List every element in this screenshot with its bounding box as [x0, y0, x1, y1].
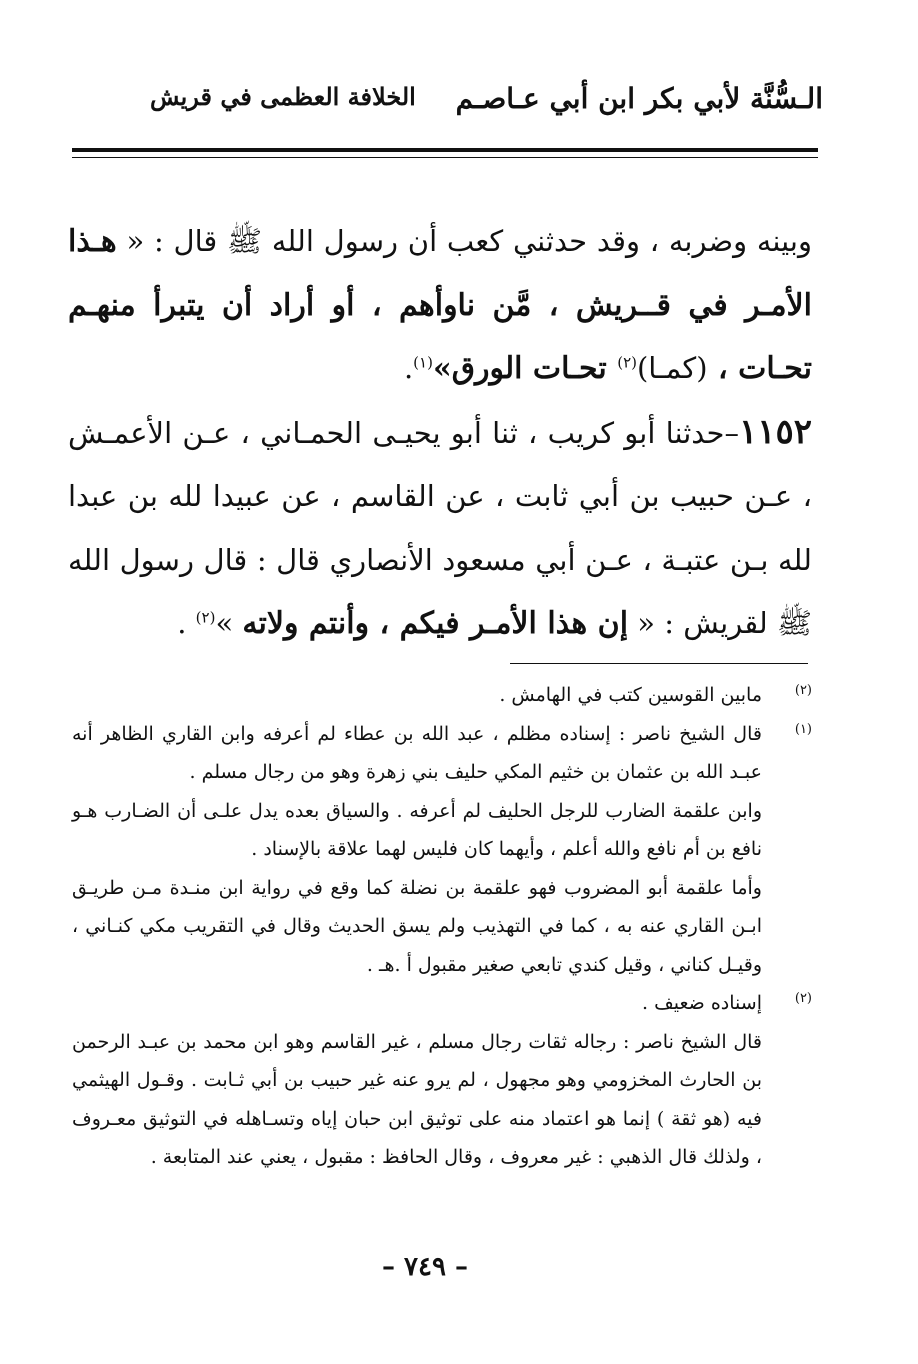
footnote-line: إسناده ضعيف .: [642, 992, 762, 1014]
footnote-line: قال الشيخ ناصر : رجاله ثقات رجال مسلم ، غير القاسم وهو ابن محمد بن عبـد الرحمن بن الحارث المخزومي وهو مجهول ، لم يرو عنه غير حبيب بن أبي ثـابت . وقـول الهيثمي فيه (هو ثقة ) إنما هو اعتماد منه على توثيق ابن حبان إياه وتسـاهله في التوثيق معـروف ، ولذلك قال الذهبي : غير معروف ، وقال الحافظ : مقبول ، يعني عند المتابعة .: [72, 1030, 762, 1168]
footnote-ref: (٢): [195, 608, 216, 627]
footnote-line: قال الشيخ ناصر : إسناده مظلم ، عبد الله بن عطاء لم أعرفه وابن القاري الظاهر أنه عبـد الله بن عثمان بن خثيم المكي حليف بني زهرة وهو من رجال مسلم .: [72, 722, 762, 783]
hadith-chain-text: –حدثنا أبو كريب ، ثنا أبو يحيـى الحمـاني ، عـن الأعمـش ، عـن حبيب بن أبي ثابت ، عن القاسم ، عن عبيدا لله بن عبدا لله بـن عتبـة ، عـن أبي مسعود الأنصاري قال : قال رسول الله ﷺ لقريش : «: [68, 415, 812, 640]
footnote-separator: [510, 663, 808, 664]
hadith-quote-bold: إن هذا الأمـر فيكم ، وأنتم ولاته: [242, 606, 629, 641]
hadith-quote-bold: تحـات الورق»: [432, 351, 618, 386]
footnote-line: مابين القوسين كتب في الهامش .: [499, 684, 762, 706]
footnote-line: وابن علقمة الضارب للرجل الحليف لم أعرفه . والسياق بعده يدل علـى أن الضـارب هـو نافع بن أم نافع والله أعلم ، وأيهما كان فليس لهما علاقة بالإسناد .: [72, 799, 762, 860]
header-rule-thick: [72, 148, 818, 152]
bracketed-word: (كمـا): [636, 351, 708, 385]
hadith-quote-bold: هـذا الأمـر في قــريش ، مَّن ناوأهم ، أو أراد أن يتبرأ منهـم تحـات ،: [68, 224, 812, 386]
footnote-mark: (١): [794, 721, 812, 737]
footnote-line: وأما علقمة أبو المضروب فهو علقمة بن نضلة كما وقع في رواية ابن منـدة مـن طريـق ابـن القاري عنه به ، كما في التهذيب ولم يسق الحديث وقال في التقريب مكي كنـاني ، وقيـل كناني ، وقيل كندي تابعي صغير مقبول أ .هـ .: [72, 876, 762, 976]
footnote-ref: (١): [413, 353, 433, 372]
chapter-title: الخلافة العظمى في قريش: [150, 82, 416, 111]
paragraph-end: .: [403, 351, 414, 385]
footnote: [72, 984, 812, 1177]
paragraph-text: وبينه وضربه ، وقد حدثني كعب أن رسول الله ﷺ قال : «: [116, 224, 812, 258]
footnote: [72, 676, 812, 715]
footnote-mark: (٢): [794, 683, 812, 698]
footnote: [72, 715, 812, 985]
footnotes: [72, 676, 812, 1177]
paragraph-continuation: [68, 210, 812, 401]
footnote-mark: (٢): [794, 991, 812, 1006]
paragraph-end: .: [177, 606, 196, 640]
hadith-number: ١١٥٢: [738, 411, 812, 452]
running-header: [60, 70, 823, 130]
header-rule-thin: [72, 157, 818, 158]
hadith-paragraph: [68, 401, 812, 656]
book-title: الـسُّنَّة لأبي بكر ابن أبي عـاصـم: [455, 82, 823, 115]
footnote-ref: (٢): [617, 353, 637, 372]
quote-close: »: [215, 606, 243, 640]
page-number: – ٧٤٩ –: [381, 1252, 469, 1282]
main-text: [68, 210, 812, 656]
